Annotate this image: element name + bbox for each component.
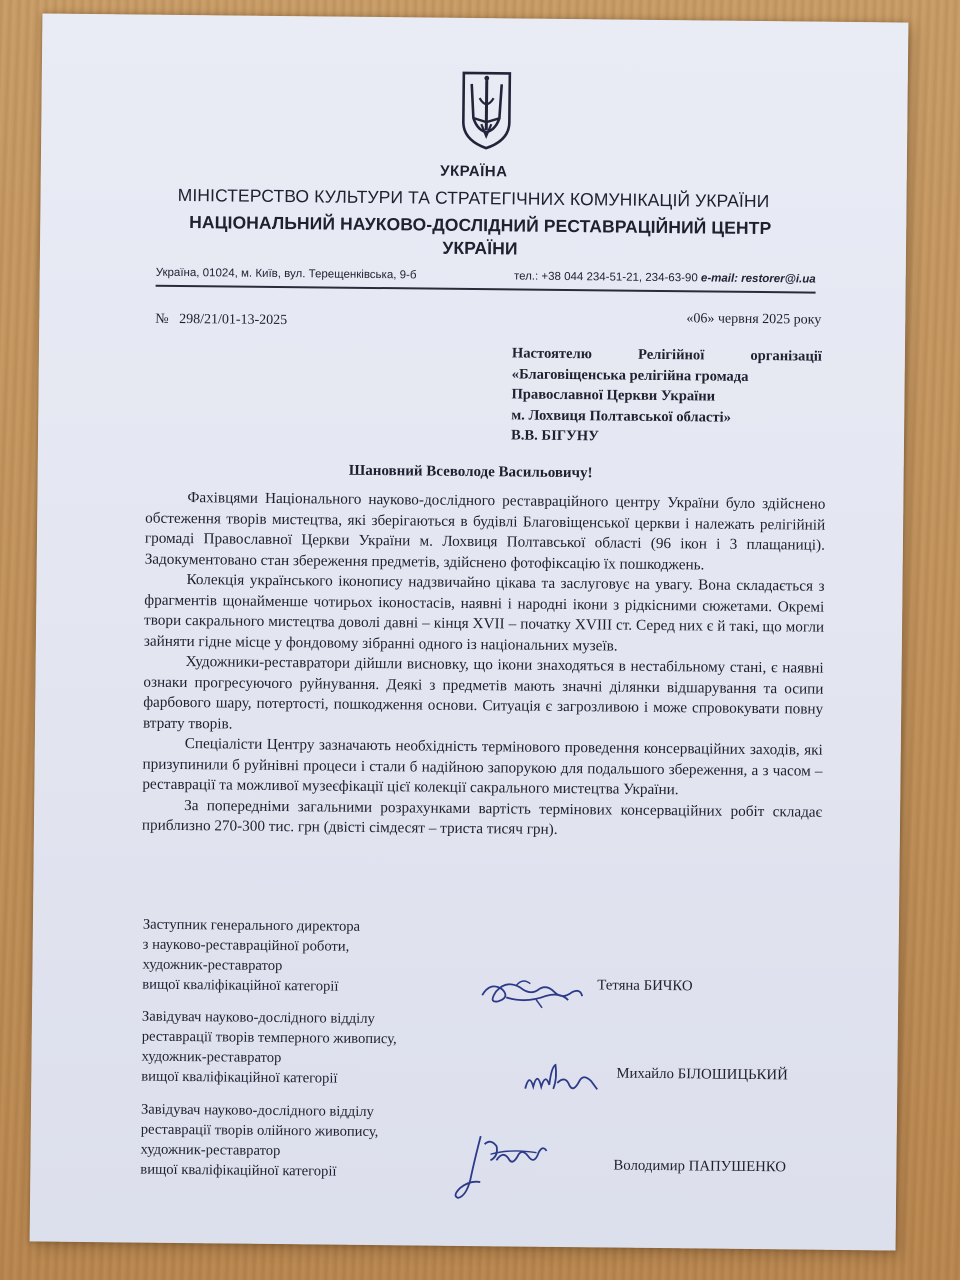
addressee-line4: м. Лохвиця Полтавської області»	[511, 406, 732, 426]
signatory-1-name: Тетяна БИЧКО	[597, 977, 693, 995]
signatory-1-title-line2: з науково-реставраційної роботи,	[142, 936, 350, 955]
document-date: «06» червня 2025 року	[686, 311, 822, 328]
addressee-line1-word3: організації	[750, 347, 822, 365]
signatory-2-title-line1: Завідувач науково-дослідного відділу	[141, 1008, 375, 1028]
phone-numbers: тел.: +38 044 234-51-21, 234-63-90	[513, 270, 698, 285]
signatory-3-title-line3: художник-реставратор	[140, 1141, 281, 1160]
addressee-name: В.В. БІГУНУ	[510, 427, 599, 445]
coat-of-arms-icon	[459, 70, 514, 151]
letter-sheet	[30, 13, 909, 1250]
salutation: Шановний Всеволоде Васильовичу!	[348, 462, 593, 482]
addressee-line1	[512, 343, 822, 367]
email-address: e-mail: restorer@i.ua	[700, 272, 816, 286]
country-label: УКРАЇНА	[440, 162, 508, 181]
signatory-1-title-line3: художник-реставратор	[142, 956, 283, 975]
signatory-3-name: Володимир ПАПУШЕНКО	[613, 1157, 787, 1176]
contact-info	[514, 270, 816, 285]
signatory-1-title-line1: Заступник генерального директора	[142, 916, 361, 935]
letter-body	[142, 488, 826, 844]
signatory-3-title-line1: Завідувач науково-дослідного відділу	[140, 1101, 374, 1121]
signatory-2-title-line2: реставрації творів темперного живопису,	[141, 1028, 397, 1048]
signature-1	[476, 973, 586, 1014]
signatory-2-title-line4: вищої кваліфікаційної категорії	[141, 1068, 338, 1087]
organization-name	[110, 210, 850, 264]
paragraph-1: Фахівцями Національного науково-дослідного реставраційного центру України було здійснено обстеження творів мистецтва, які зберігаються в будівлі Благовіщенської церкви і належать релігійній громаді Православної Церкви України м. Лохвиця Полтавської області (96 ікон і 3 плащаниці). Задокументовано стан збереження предметів, здійснено фотофіксацію їх пошкоджень.	[144, 489, 826, 573]
contact-line	[156, 267, 816, 294]
postal-address: Україна, 01024, м. Київ, вул. Терещенківська, 9-б	[155, 266, 417, 282]
paragraph-3: Художники-реставратори дійшли висновку, що ікони знаходяться в нестабільному стані, є наявні ознаки прогресуючого руйнування. Деякі з предметів мають значні ділянки відшарування та осипи фарбового шару, потертості, пошкодження основи. Ситуація є загрозливою і може спровокувати повну втрату творів.	[142, 653, 824, 733]
signatory-3-title-line2: реставрації творів олійного живопису,	[140, 1121, 379, 1141]
signatory-2-name: Михайло БІЛОШИЦЬКИЙ	[616, 1065, 788, 1084]
signatory-3-title	[140, 1100, 378, 1182]
signatory-3-title-line4: вищої кваліфікаційної категорії	[140, 1161, 337, 1180]
addressee-block	[511, 343, 822, 449]
ministry-name: МІНІСТЕРСТВО КУЛЬТУРИ ТА СТРАТЕГІЧНИХ КОМУНІКАЦІЙ УКРАЇНИ	[177, 184, 770, 212]
paragraph-4: Спеціалісти Центру зазначають необхідність термінового проведення консерваційних заходів, які призупинили б руйнівні процеси і стали б надійною запорукою для подальшого збереження, а з часом – реставрації та можливої музеєфікації цієї колекції сакрального мистецтва України.	[142, 735, 823, 799]
organization-name-line2: УКРАЇНИ	[442, 237, 518, 259]
addressee-line3: Православної Церкви України	[511, 386, 716, 405]
signatory-1-title-line4: вищої кваліфікаційної категорії	[142, 976, 339, 995]
document-number: № 298/21/01-13-2025	[155, 311, 288, 329]
signatory-1-title	[142, 915, 360, 997]
paragraph-2: Колекція українського іконопису надзвичайно цікава та заслуговує на увагу. Вона складається з фрагментів щонайменше чотирьох іконостасів, наявні і народні ікони з рідкісними сюжетами. Окремі твори сакрального мистецтва доволі давні – кінця XVII – початку XVIII ст. Серед них є й такі, що могли зайняти гідне місце у фондовому зібранні одного із національних музеїв.	[143, 571, 825, 655]
signature-3	[450, 1130, 551, 1203]
addressee-line1-word2: Релігійної	[637, 346, 705, 364]
signatory-2-title	[141, 1007, 397, 1090]
signatory-2-title-line3: художник-реставратор	[141, 1048, 282, 1067]
addressee-line1-word1: Настоятелю	[511, 345, 593, 363]
organization-name-line1: НАЦІОНАЛЬНИЙ НАУКОВО-ДОСЛІДНИЙ РЕСТАВРАЦІЙНИЙ ЦЕНТР	[189, 212, 772, 239]
signature-2	[521, 1059, 601, 1098]
paragraph-5: За попередніми загальними розрахунками вартість термінових консерваційних робіт складає приблизно 270-300 тис. грн (двісті сімдесят – триста тисяч грн).	[141, 796, 823, 838]
addressee-line2: «Благовіщенська релігійна громада	[511, 365, 749, 385]
